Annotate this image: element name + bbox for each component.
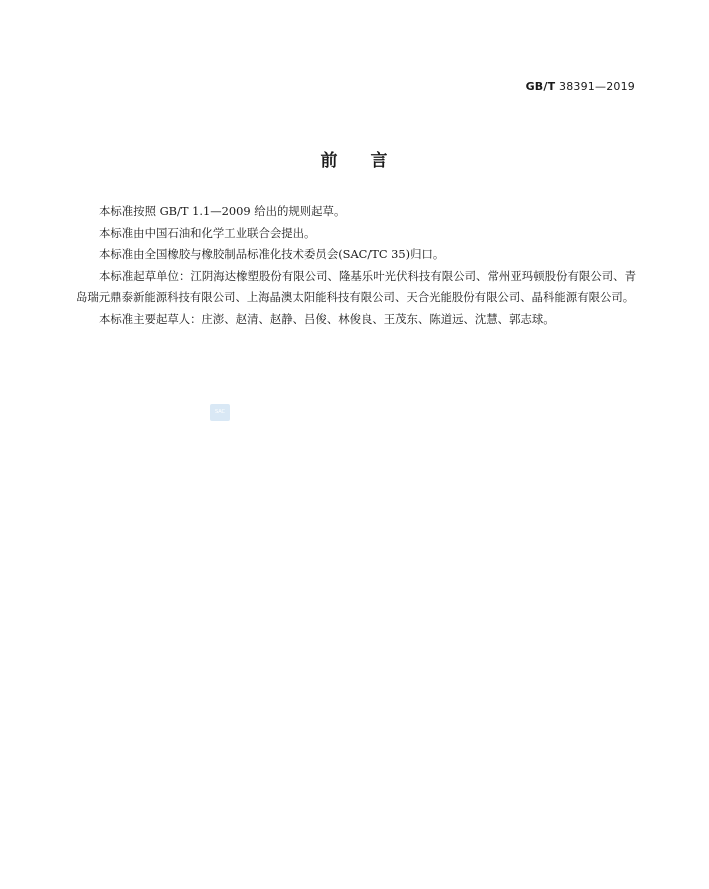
section-title-part1: 前 bbox=[320, 151, 339, 171]
watermark-text: SAC bbox=[214, 409, 226, 415]
standard-code: GB/T bbox=[525, 80, 556, 93]
paragraph-drafters: 本标准主要起草人：庄澎、赵清、赵静、吕俊、林俊良、王茂东、陈道远、沈慧、郭志球。 bbox=[99, 311, 555, 326]
paragraph-technical-committee: 本标准由全国橡胶与橡胶制品标准化技术委员会(SAC/TC 35)归口。 bbox=[99, 247, 445, 261]
paragraph-proposer: 本标准由中国石油和化学工业联合会提出。 bbox=[99, 225, 316, 240]
paragraph-drafting-rules: 本标准按照 GB/T 1.1—2009 给出的规则起草。 bbox=[99, 204, 346, 218]
watermark-logo bbox=[210, 404, 230, 421]
section-title-part2: 言 bbox=[370, 151, 389, 171]
section-title bbox=[0, 146, 709, 171]
paragraph-drafting-units: 本标准起草单位：江阴海达橡塑股份有限公司、隆基乐叶光伏科技有限公司、常州亚玛顿股份有限公司、青岛瑞元鼎泰新能源科技有限公司、上海晶澳太阳能科技有限公司、天合光能股份有限公司、晶科能源有限公司。 bbox=[76, 268, 636, 304]
standard-number bbox=[526, 80, 635, 93]
standard-number-value: 38391—2019 bbox=[559, 80, 635, 93]
foreword-body bbox=[76, 201, 636, 330]
